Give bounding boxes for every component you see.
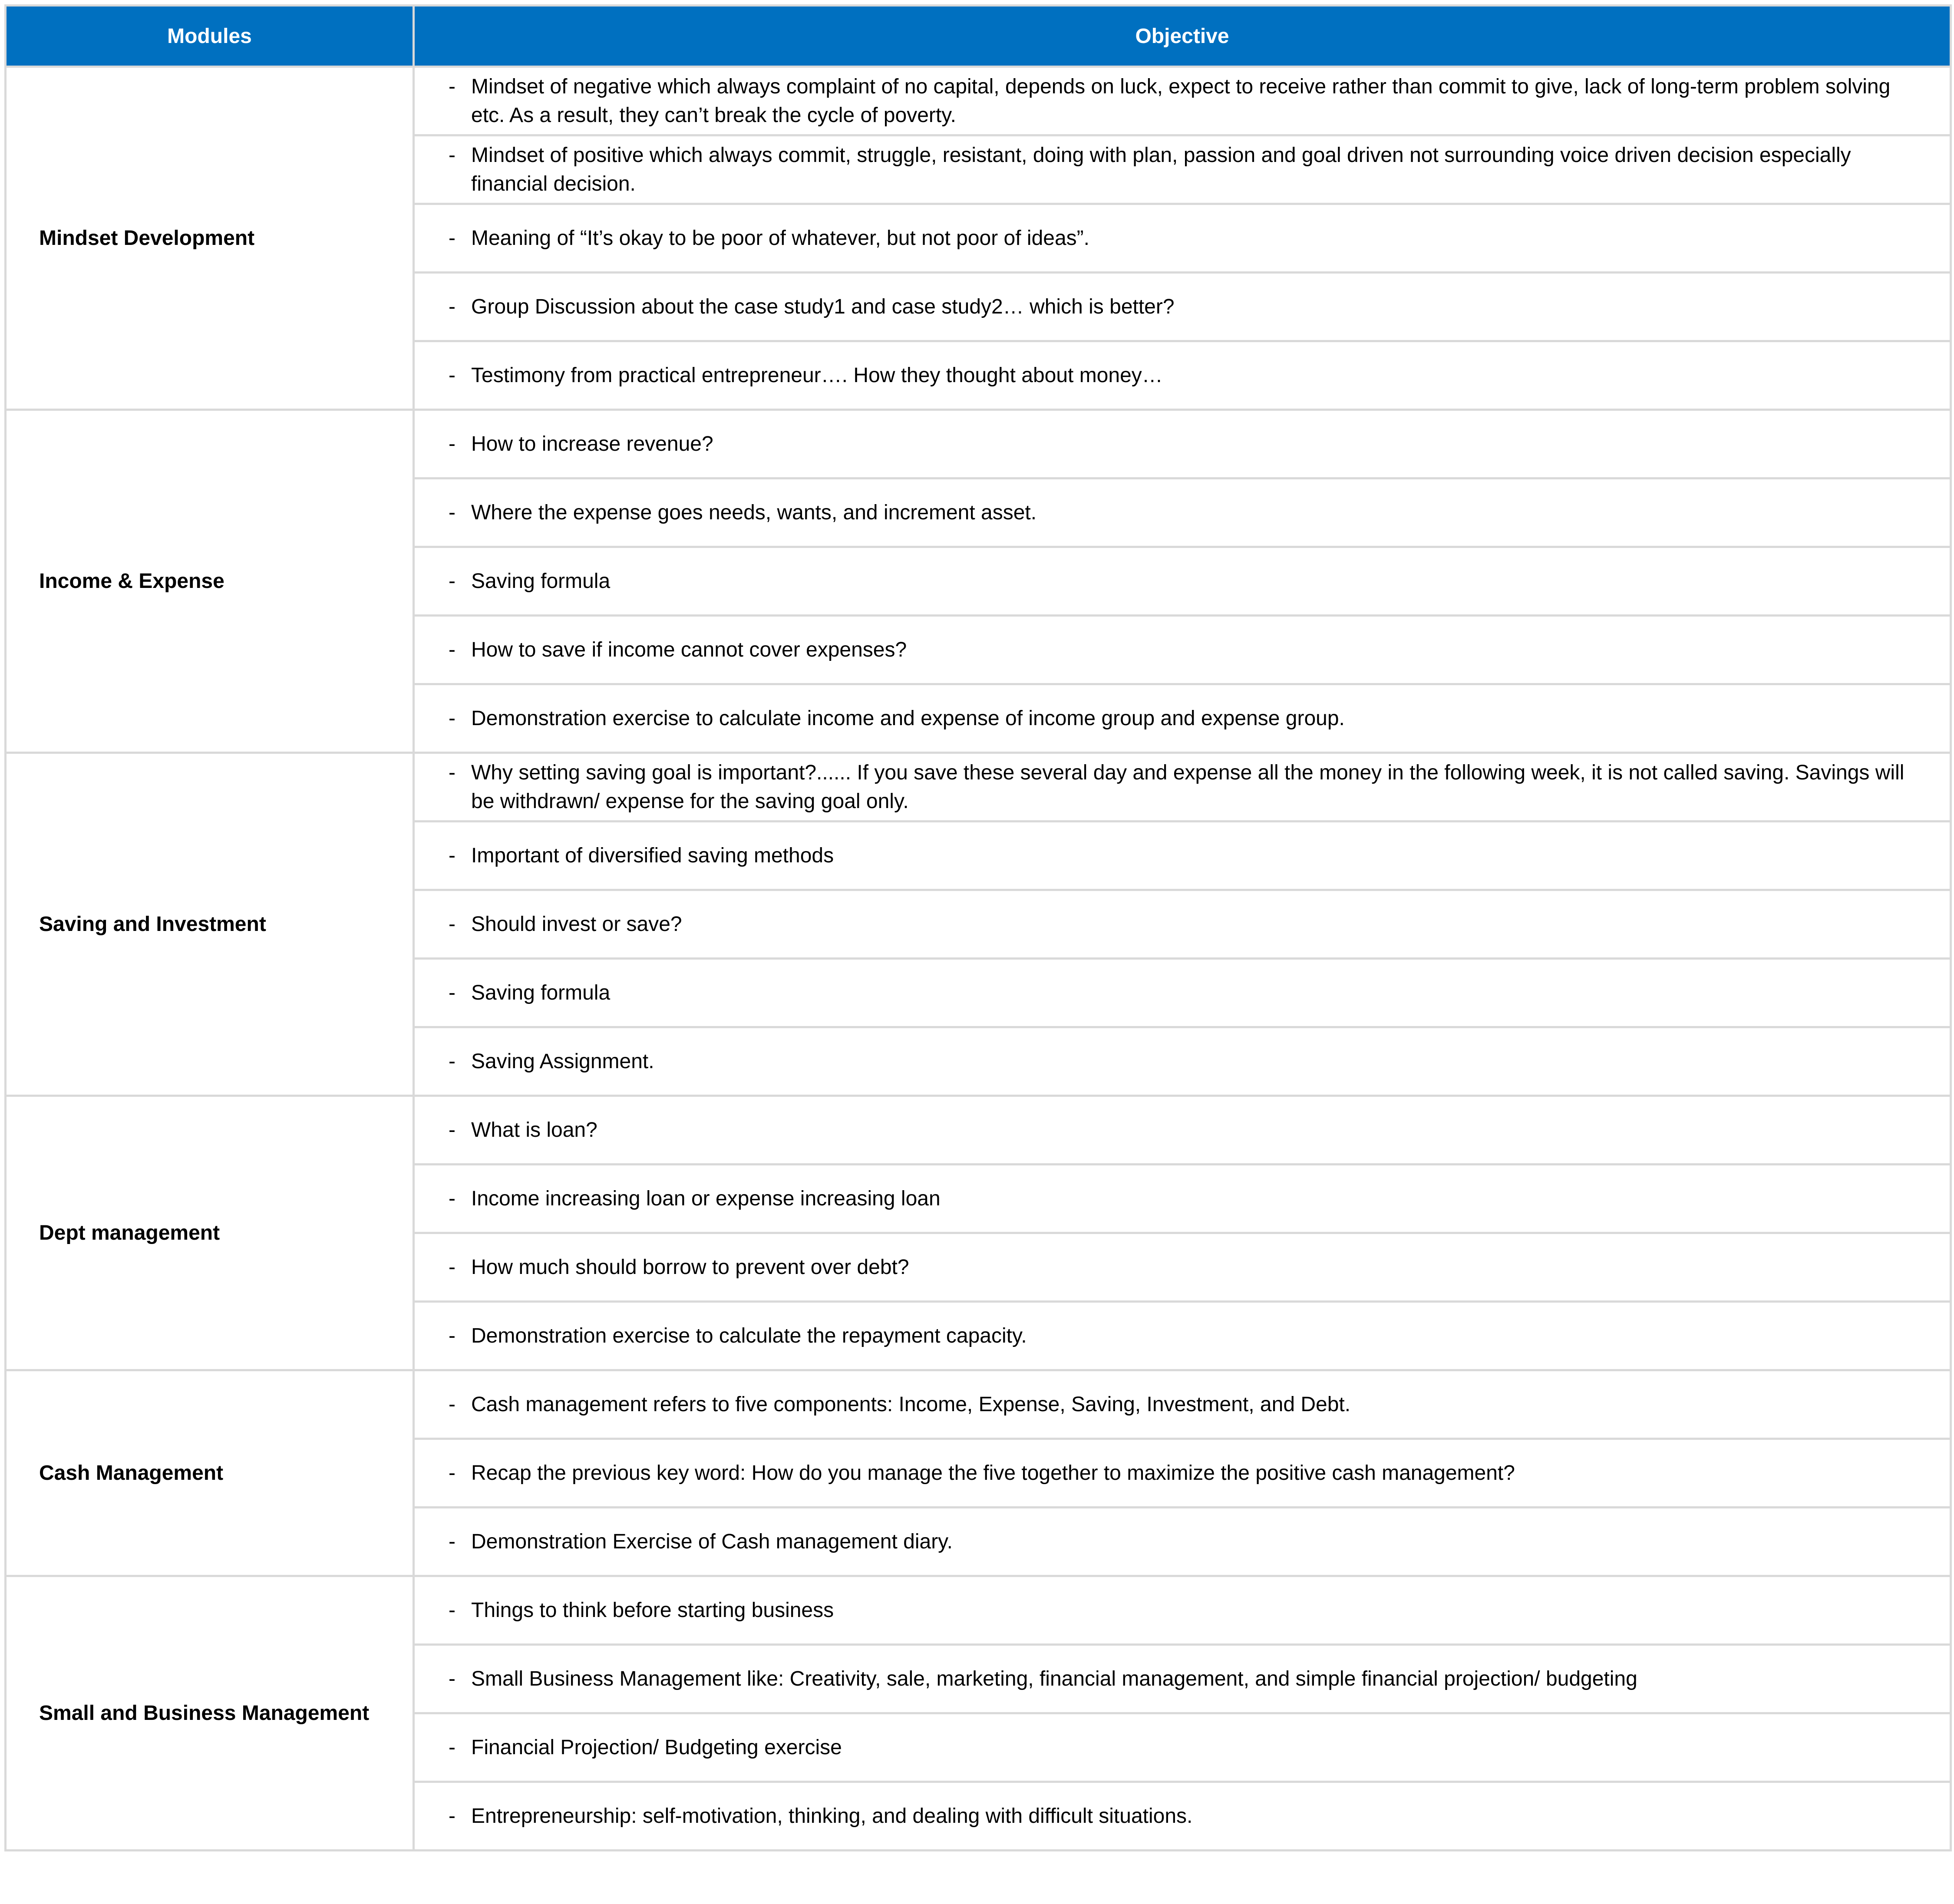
objective-text: Why setting saving goal is important?...... If you save these several day and expense all the money in the following week, it is not called saving. Savings will be withdrawn/ expense for the saving goal only. — [471, 761, 1904, 813]
bullet-dash: - — [449, 1736, 455, 1759]
table-row — [6, 67, 1951, 135]
objective-cell — [414, 1439, 1951, 1508]
objective-cell — [414, 1233, 1951, 1302]
objective-text: Saving formula — [471, 569, 611, 593]
bullet-dash: - — [449, 1530, 455, 1553]
objective-item — [415, 1802, 1950, 1831]
bullet-dash: - — [449, 1187, 455, 1210]
objective-text: How to increase revenue? — [471, 432, 713, 455]
objective-item — [415, 1665, 1950, 1693]
objective-item — [415, 1185, 1950, 1213]
bullet-dash: - — [449, 363, 455, 387]
bullet-dash: - — [449, 501, 455, 524]
table-row — [6, 410, 1951, 478]
bullet-dash: - — [449, 569, 455, 593]
bullet-dash: - — [449, 226, 455, 250]
objective-column-header: Objective — [414, 6, 1951, 67]
objective-text: Demonstration exercise to calculate income and expense of income group and expense group. — [471, 706, 1345, 730]
modules-objectives-table — [4, 4, 1952, 1851]
bullet-dash: - — [449, 1667, 455, 1690]
bullet-dash: - — [449, 1118, 455, 1142]
objective-item — [415, 1528, 1950, 1556]
bullet-dash: - — [449, 1393, 455, 1416]
objective-text: Small Business Management like: Creativity, sale, marketing, financial management, and simple financial projection/ budgeting — [471, 1667, 1637, 1690]
objective-cell — [414, 478, 1951, 547]
bullet-dash: - — [449, 1324, 455, 1347]
objective-cell — [414, 67, 1951, 135]
objective-item — [415, 704, 1950, 733]
bullet-dash: - — [449, 295, 455, 318]
module-name: Income & Expense — [6, 410, 414, 753]
objective-item — [415, 1390, 1950, 1419]
objective-cell — [414, 410, 1951, 478]
objective-item — [415, 1116, 1950, 1145]
modules-column-header: Modules — [6, 6, 414, 67]
objective-item — [415, 224, 1950, 253]
bullet-dash: - — [449, 432, 455, 455]
objective-item — [415, 1047, 1950, 1076]
module-name: Small and Business Management — [6, 1576, 414, 1851]
objective-text: Things to think before starting business — [471, 1598, 834, 1622]
bullet-dash: - — [449, 75, 455, 98]
objective-item — [415, 910, 1950, 939]
bullet-dash: - — [449, 1049, 455, 1073]
objective-text: Mindset of negative which always complaint of no capital, depends on luck, expect to receive rather than commit to give, lack of long-term problem solving etc. As a result, they can’t break the cycle of poverty. — [471, 75, 1891, 127]
objective-cell — [414, 959, 1951, 1027]
objective-text: Entrepreneurship: self-motivation, thinking, and dealing with difficult situations. — [471, 1804, 1193, 1828]
bullet-dash: - — [449, 638, 455, 661]
objective-item — [415, 841, 1950, 870]
objective-cell — [414, 135, 1951, 204]
objective-cell — [414, 1645, 1951, 1713]
bullet-dash: - — [449, 1461, 455, 1485]
objective-cell — [414, 684, 1951, 753]
objective-text: How much should borrow to prevent over debt? — [471, 1255, 909, 1279]
table-row — [6, 1576, 1951, 1645]
module-name: Saving and Investment — [6, 753, 414, 1096]
bullet-dash: - — [449, 1804, 455, 1828]
objective-text: Demonstration Exercise of Cash management diary. — [471, 1530, 953, 1553]
bullet-dash: - — [449, 706, 455, 730]
objective-text: Income increasing loan or expense increasing loan — [471, 1187, 941, 1210]
module-name: Mindset Development — [6, 67, 414, 410]
objective-cell — [414, 1096, 1951, 1165]
objective-item — [415, 1322, 1950, 1350]
objective-item — [415, 361, 1950, 390]
objective-text: Cash management refers to five components: Income, Expense, Saving, Investment, and Debt. — [471, 1393, 1351, 1416]
objective-item — [415, 1253, 1950, 1282]
objective-item — [415, 636, 1950, 664]
objective-cell — [414, 1713, 1951, 1782]
objective-item — [415, 141, 1950, 198]
module-name: Dept management — [6, 1096, 414, 1370]
table-row — [6, 1096, 1951, 1165]
objective-cell — [414, 1165, 1951, 1233]
objective-cell — [414, 547, 1951, 616]
objective-cell — [414, 1782, 1951, 1851]
objective-text: Testimony from practical entrepreneur…. How they thought about money… — [471, 363, 1163, 387]
objective-cell — [414, 822, 1951, 890]
objective-cell — [414, 890, 1951, 959]
objective-text: What is loan? — [471, 1118, 597, 1142]
objective-item — [415, 1459, 1950, 1488]
objective-cell — [414, 1576, 1951, 1645]
bullet-dash: - — [449, 912, 455, 936]
table-header-row — [6, 6, 1951, 67]
objective-item — [415, 1733, 1950, 1762]
objective-text: Recap the previous key word: How do you manage the five together to maximize the positive cash management? — [471, 1461, 1515, 1485]
bullet-dash: - — [449, 981, 455, 1004]
bullet-dash: - — [449, 761, 455, 784]
objective-item — [415, 1596, 1950, 1625]
bullet-dash: - — [449, 1255, 455, 1279]
module-name: Cash Management — [6, 1370, 414, 1576]
bullet-dash: - — [449, 844, 455, 867]
objective-text: Meaning of “It’s okay to be poor of whatever, but not poor of ideas”. — [471, 226, 1089, 250]
objective-item — [415, 430, 1950, 459]
objective-cell — [414, 1027, 1951, 1096]
bullet-dash: - — [449, 1598, 455, 1622]
table-row — [6, 1370, 1951, 1439]
objective-text: Group Discussion about the case study1 and case study2… which is better? — [471, 295, 1175, 318]
objective-cell — [414, 616, 1951, 684]
objective-item — [415, 498, 1950, 527]
objective-item — [415, 73, 1950, 130]
objective-text: Saving formula — [471, 981, 611, 1004]
objective-cell — [414, 1508, 1951, 1576]
objective-text: Financial Projection/ Budgeting exercise — [471, 1736, 842, 1759]
objective-text: Should invest or save? — [471, 912, 682, 936]
table-body — [6, 67, 1951, 1851]
objective-text: Where the expense goes needs, wants, and increment asset. — [471, 501, 1037, 524]
objective-cell — [414, 1370, 1951, 1439]
objective-text: Important of diversified saving methods — [471, 844, 834, 867]
objective-cell — [414, 341, 1951, 410]
objective-cell — [414, 273, 1951, 341]
objective-text: Saving Assignment. — [471, 1049, 654, 1073]
table-row — [6, 753, 1951, 822]
objective-item — [415, 293, 1950, 321]
objective-cell — [414, 753, 1951, 822]
objective-item — [415, 567, 1950, 596]
objective-cell — [414, 1302, 1951, 1370]
objective-text: Mindset of positive which always commit, struggle, resistant, doing with plan, passion and goal driven not surrounding voice driven decision especially financial decision. — [471, 143, 1851, 195]
objective-text: How to save if income cannot cover expenses? — [471, 638, 907, 661]
objective-item — [415, 979, 1950, 1007]
objective-item — [415, 759, 1950, 816]
objective-cell — [414, 204, 1951, 273]
objective-text: Demonstration exercise to calculate the repayment capacity. — [471, 1324, 1027, 1347]
bullet-dash: - — [449, 143, 455, 167]
